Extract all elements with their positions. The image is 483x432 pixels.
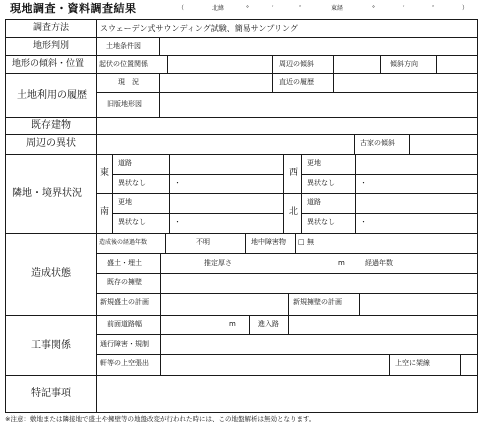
buried-obstacle-label: 地中障害物 [251,238,286,246]
lat-degree-mark: ° [246,5,249,12]
surrounding-anomaly-label: 周辺の異状 [26,138,76,149]
document-title: 現地調査・資料調査結果 [10,2,137,15]
old-topo-map-label: 旧版地形図 [107,100,142,108]
north-line1: 道路 [307,198,321,206]
traffic-restriction-label: 通行障害・規制 [100,340,149,348]
construction-label: 工事関係 [31,340,71,351]
surrounding-slope-label: 周辺の傾斜 [279,60,314,68]
lat-minute-mark: ′ [272,5,274,12]
lon-minute-mark: ′ [403,5,405,12]
thickness-unit: m [338,259,345,267]
development-status-label: 造成状態 [31,268,71,279]
existing-buildings-label: 既存建物 [31,120,71,131]
lat-second-mark: ″ [299,5,302,12]
form-outer-border [6,20,478,413]
south-dot: ・ [174,218,181,226]
terrain-slope-label: 地形の傾斜・位置 [12,59,85,69]
elapsed-years-label: 経過年数 [365,259,393,267]
west-line2: 異状なし [307,179,335,187]
buried-none-checkbox[interactable]: □ [298,238,305,246]
north-line2: 異状なし [307,218,335,226]
road-width-unit: m [229,320,236,328]
lon-degree-mark: ° [372,5,375,12]
coord-close-paren: ） [462,5,469,12]
old-house-slope-label: 古家の傾斜 [360,139,395,147]
east-dot: ・ [174,179,181,187]
estimated-thickness-label: 推定厚さ [204,259,232,267]
south-line1: 更地 [118,198,132,206]
access-road-label: 進入路 [258,320,279,328]
recent-history-label: 直近の履歴 [279,78,314,86]
survey-method-label: 調査方法 [33,23,70,33]
survey-method-value: スウェーデン式サウンディング試験、簡易サンプリング [100,24,298,33]
south-line2: 異状なし [118,218,146,226]
west-line1: 更地 [307,159,321,167]
north-label: 北 [289,207,299,217]
south-label: 南 [100,207,110,217]
fill-cut-label: 盛土・埋土 [107,259,142,267]
terrain-class-label: 地形判別 [33,41,70,51]
slope-direction-label: 傾斜方向 [390,60,418,68]
latitude-label: 北緯 [212,5,225,12]
lon-second-mark: ″ [432,5,435,12]
buried-none-label: 無 [307,238,314,246]
north-dot: ・ [360,218,367,226]
front-road-width-label: 前面道路幅 [107,320,142,328]
boundary-status-label: 隣地・境界状況 [12,188,82,199]
years-unknown-value: 不明 [196,238,210,246]
footer-note: ※注意：敷地または隣接地で盛土や擁壁等の地盤改変が行われた時には、この地盤解析は無効となります。 [5,415,316,423]
undulation-relation-label: 起伏の位置関係 [99,60,148,68]
new-retaining-plan-label: 新規擁壁の計画 [293,298,342,306]
years-since-development-label: 造成後の経過年数 [99,239,148,246]
land-condition-map-label: 土地条件図 [106,42,141,50]
east-line2: 異状なし [118,179,146,187]
overhead-wire-label: 上空に架線 [395,359,430,367]
west-label: 西 [289,168,299,178]
eaves-overhang-label: 軒等の上空張出 [100,359,149,367]
current-status-label: 現 況 [118,78,139,86]
land-use-history-label: 土地利用の履歴 [17,90,87,101]
existing-retaining-wall-label: 既存の擁壁 [107,278,142,286]
new-fill-plan-label: 新規盛土の計画 [100,298,149,306]
east-label: 東 [100,168,110,178]
longitude-label: 東経 [331,5,344,12]
east-line1: 道路 [118,159,132,167]
special-notes-label: 特記事項 [31,388,71,399]
coord-open-paren: （ [178,5,185,12]
west-dot: ・ [360,179,367,187]
